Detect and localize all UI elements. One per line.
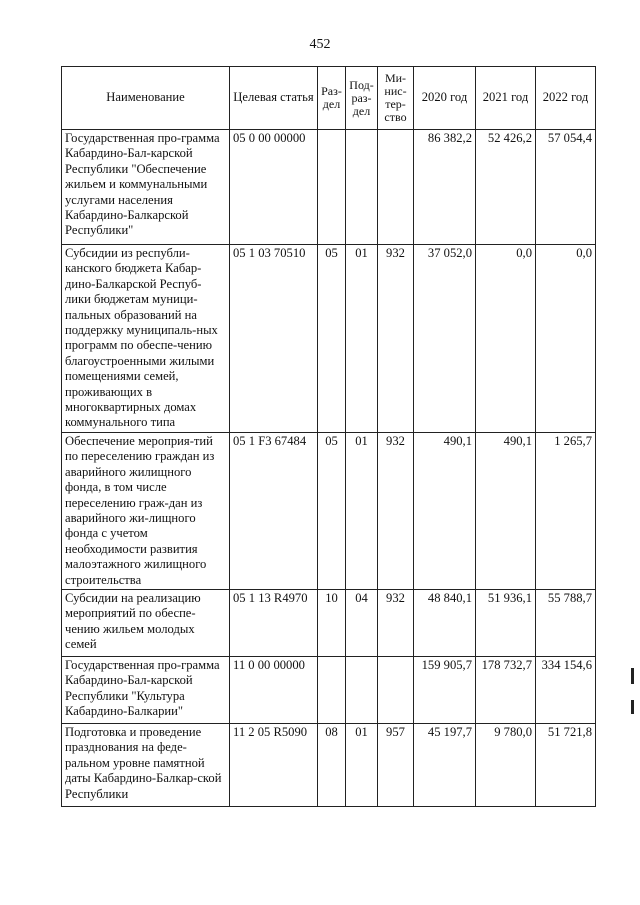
row-2020: 37 052,0	[414, 245, 476, 433]
row-target-article: 11 0 00 00000	[230, 656, 318, 723]
row-ministry	[378, 656, 414, 723]
row-section: 05	[318, 432, 346, 589]
header-ministry: Ми-нис-тер-ство	[378, 67, 414, 130]
row-section	[318, 656, 346, 723]
header-section: Раз-дел	[318, 67, 346, 130]
table-row	[62, 656, 596, 723]
row-section: 10	[318, 589, 346, 656]
table-row	[62, 589, 596, 656]
header-target-article-label: Целевая статья	[233, 90, 314, 105]
header-year-2020: 2020 год	[414, 67, 476, 130]
row-target-article: 11 2 05 R5090	[230, 723, 318, 806]
row-2021: 52 426,2	[476, 130, 536, 245]
page-number: 452	[309, 37, 331, 52]
row-ministry: 932	[378, 589, 414, 656]
row-2021: 178 732,7	[476, 656, 536, 723]
row-2021: 51 936,1	[476, 589, 536, 656]
row-subsection	[346, 130, 378, 245]
row-2022: 0,0	[536, 245, 596, 433]
row-name: Подготовка и проведение празднования на феде-ральном уровне памятной даты Кабардино-Балкар-ской Республики	[62, 723, 230, 806]
row-subsection: 04	[346, 589, 378, 656]
row-ministry	[378, 130, 414, 245]
row-target-article: 05 1 F3 67484	[230, 432, 318, 589]
row-name: Субсидии из республи-канского бюджета Кабар-дино-Балкарской Респуб-лики бюджетам муници-пальных образований на поддержку муниципаль-ных программ по обеспе-чению благоустроенными жилыми помещениями семей, проживающих в многоквартирных домах коммунального типа	[62, 245, 230, 433]
scan-margin-mark	[631, 700, 634, 714]
budget-table	[61, 66, 596, 807]
row-2020: 45 197,7	[414, 723, 476, 806]
table-row	[62, 723, 596, 806]
table-row	[62, 130, 596, 245]
row-section	[318, 130, 346, 245]
table-header-row	[62, 67, 596, 130]
row-2020: 86 382,2	[414, 130, 476, 245]
row-2021: 9 780,0	[476, 723, 536, 806]
row-2020: 159 905,7	[414, 656, 476, 723]
row-2020: 48 840,1	[414, 589, 476, 656]
table-row	[62, 432, 596, 589]
row-name: Государственная про-грамма Кабардино-Бал-карской Республики "Обеспечение жильем и коммунальными услугами населения Кабардино-Балкарской Республики"	[62, 130, 230, 245]
scan-margin-mark	[631, 668, 634, 684]
row-subsection: 01	[346, 432, 378, 589]
row-target-article: 05 1 03 70510	[230, 245, 318, 433]
table-row	[62, 245, 596, 433]
row-name: Обеспечение мероприя-тий по переселению граждан из аварийного жилищного фонда, в том числе переселению граж-дан из аварийного жи-лищного фонда с учетом необходимости развития малоэтажного жилищного строительства	[62, 432, 230, 589]
row-target-article: 05 0 00 00000	[230, 130, 318, 245]
header-year-2022: 2022 год	[536, 67, 596, 130]
row-2022: 334 154,6	[536, 656, 596, 723]
row-ministry: 957	[378, 723, 414, 806]
row-2022: 1 265,7	[536, 432, 596, 589]
row-2021: 490,1	[476, 432, 536, 589]
row-section: 08	[318, 723, 346, 806]
row-subsection: 01	[346, 245, 378, 433]
row-section: 05	[318, 245, 346, 433]
row-subsection: 01	[346, 723, 378, 806]
header-subsection: Под-раз-дел	[346, 67, 378, 130]
row-ministry: 932	[378, 245, 414, 433]
row-2021: 0,0	[476, 245, 536, 433]
row-2022: 57 054,4	[536, 130, 596, 245]
row-2020: 490,1	[414, 432, 476, 589]
row-name: Субсидии на реализацию мероприятий по обеспе-чению жильем молодых семей	[62, 589, 230, 656]
row-target-article: 05 1 13 R4970	[230, 589, 318, 656]
row-subsection	[346, 656, 378, 723]
row-2022: 51 721,8	[536, 723, 596, 806]
row-ministry: 932	[378, 432, 414, 589]
header-target-article	[230, 67, 318, 130]
header-name: Наименование	[62, 67, 230, 130]
header-year-2021: 2021 год	[476, 67, 536, 130]
row-2022: 55 788,7	[536, 589, 596, 656]
row-name: Государственная про-грамма Кабардино-Бал-карской Республики "Культура Кабардино-Балкарии"	[62, 656, 230, 723]
